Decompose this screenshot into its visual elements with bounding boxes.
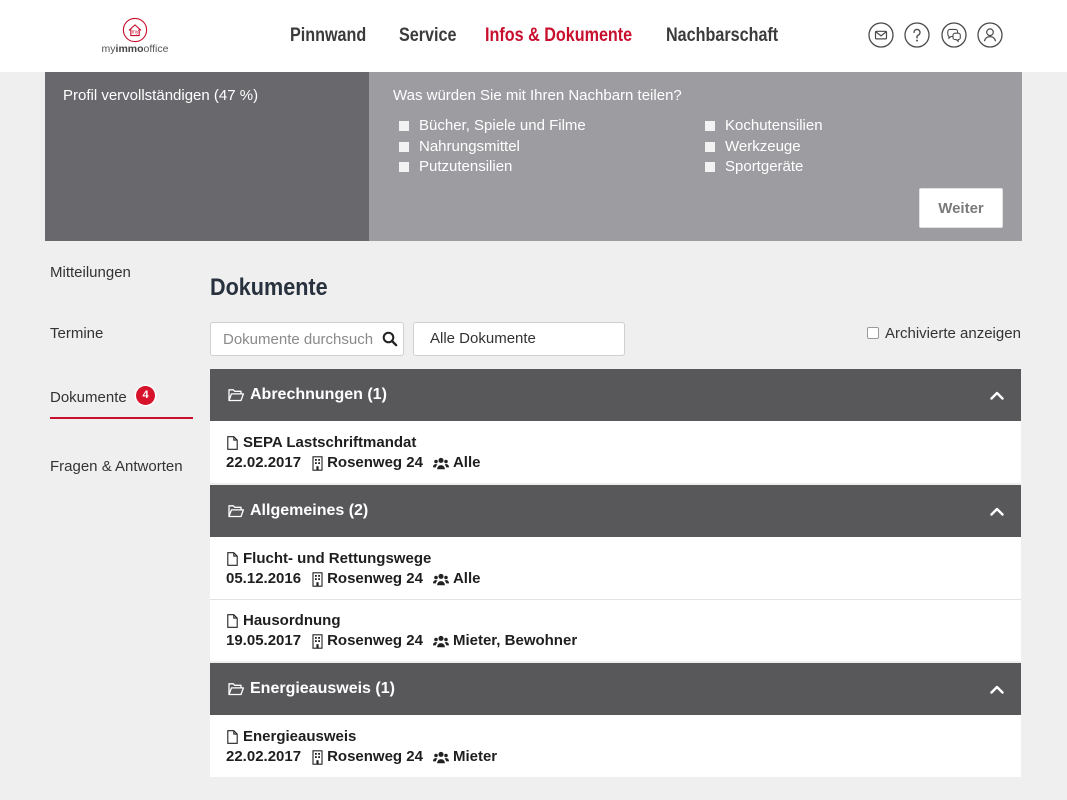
document-building: Rosenweg 24 xyxy=(327,570,423,587)
logo[interactable] xyxy=(90,14,180,60)
nav-service[interactable]: Service xyxy=(399,25,457,46)
share-option[interactable] xyxy=(399,137,520,157)
share-option-checkbox[interactable] xyxy=(399,162,409,172)
help-button[interactable] xyxy=(904,22,930,48)
share-question-panel xyxy=(369,72,1022,241)
users-icon xyxy=(433,635,449,648)
profile-button[interactable] xyxy=(977,22,1003,48)
folder-open-icon xyxy=(228,388,244,402)
logo-badge-text: my xyxy=(131,29,139,36)
sidebar-item-dokumente[interactable] xyxy=(50,388,149,408)
document-meta-row xyxy=(226,453,1005,473)
chevron-up-icon[interactable] xyxy=(990,684,1004,694)
document-filter-select[interactable] xyxy=(413,322,625,356)
share-option-checkbox[interactable] xyxy=(705,162,715,172)
file-icon xyxy=(227,552,238,566)
show-archived-label[interactable]: Archivierte anzeigen xyxy=(885,325,1021,342)
document-group-header[interactable] xyxy=(210,663,1021,715)
document-group-title: Allgemeines (2) xyxy=(250,502,369,519)
document-building: Rosenweg 24 xyxy=(327,748,423,765)
document-group-header[interactable] xyxy=(210,369,1021,421)
document-date: 22.02.2017 xyxy=(226,748,302,765)
document-name: Energieausweis xyxy=(243,728,357,745)
document-audience: Mieter xyxy=(452,748,498,765)
mail-icon xyxy=(868,22,894,48)
users-icon xyxy=(433,573,449,586)
share-option[interactable] xyxy=(705,137,801,157)
document-group-title: Abrechnungen (1) xyxy=(250,386,387,403)
share-option-label: Nahrungsmittel xyxy=(419,138,520,155)
document-date: 05.12.2016 xyxy=(226,570,302,587)
search-icon[interactable] xyxy=(382,331,398,347)
profile-banner xyxy=(45,72,1022,241)
top-header xyxy=(0,0,1067,72)
share-option[interactable] xyxy=(705,157,803,177)
document-name: Hausordnung xyxy=(243,612,341,629)
share-option-checkbox[interactable] xyxy=(399,142,409,152)
nav-infos-dokumente[interactable]: Infos & Dokumente xyxy=(485,25,633,46)
sidebar-item-fragen-antworten[interactable]: Fragen & Antworten xyxy=(50,458,183,475)
document-date: 22.02.2017 xyxy=(226,454,302,471)
document-name: SEPA Lastschriftmandat xyxy=(243,434,417,451)
document-building: Rosenweg 24 xyxy=(327,454,423,471)
document-name-row xyxy=(226,433,1005,453)
show-archived-checkbox[interactable] xyxy=(867,327,879,339)
share-option-label: Werkzeuge xyxy=(725,138,801,155)
building-icon xyxy=(312,456,323,471)
document-name-row xyxy=(226,549,1005,569)
document-name-row xyxy=(226,727,1005,747)
document-name-row xyxy=(226,611,1005,631)
logo-name-bold: immo xyxy=(115,43,144,55)
profile-progress-panel xyxy=(45,72,369,241)
share-option-label: Putzutensilien xyxy=(419,158,513,175)
document-item[interactable] xyxy=(210,599,1021,661)
document-item[interactable] xyxy=(210,537,1021,599)
chevron-up-icon[interactable] xyxy=(990,390,1004,400)
share-option[interactable] xyxy=(705,116,823,136)
document-filter-value: Alle Dokumente xyxy=(430,330,536,347)
sidebar-active-indicator xyxy=(50,417,193,419)
document-date: 19.05.2017 xyxy=(226,632,302,649)
share-question-text: Was würden Sie mit Ihren Nachbarn teilen? xyxy=(393,87,682,104)
document-group-header[interactable] xyxy=(210,485,1021,537)
document-group xyxy=(210,485,1021,661)
help-icon xyxy=(904,22,930,48)
document-audience: Alle xyxy=(452,570,481,587)
document-name: Flucht- und Rettungswege xyxy=(243,550,432,567)
document-meta-row xyxy=(226,747,1005,767)
profile-progress-text: Profil vervollständigen (47 %) xyxy=(63,87,259,104)
share-option-checkbox[interactable] xyxy=(705,121,715,131)
document-group xyxy=(210,663,1021,777)
document-meta-row xyxy=(226,569,1005,589)
document-item[interactable] xyxy=(210,715,1021,777)
building-icon xyxy=(312,750,323,765)
building-icon xyxy=(312,572,323,587)
logo-wordmark xyxy=(90,43,180,55)
folder-open-icon xyxy=(228,682,244,696)
logo-name-suffix: office xyxy=(143,43,169,55)
continue-button[interactable]: Weiter xyxy=(919,188,1003,228)
document-meta-row xyxy=(226,631,1005,651)
nav-nachbarschaft[interactable]: Nachbarschaft xyxy=(666,25,779,46)
file-icon xyxy=(227,614,238,628)
document-group-title: Energieausweis (1) xyxy=(250,680,395,697)
document-building: Rosenweg 24 xyxy=(327,632,423,649)
users-icon xyxy=(433,751,449,764)
messages-button[interactable] xyxy=(868,22,894,48)
file-icon xyxy=(227,730,238,744)
nav-pinnwand[interactable]: Pinnwand xyxy=(290,25,367,46)
unread-count-badge: 4 xyxy=(136,386,155,405)
chat-button[interactable] xyxy=(941,22,967,48)
logo-name-prefix: my xyxy=(101,43,116,55)
share-option-label: Bücher, Spiele und Filme xyxy=(419,117,586,134)
chevron-up-icon[interactable] xyxy=(990,506,1004,516)
share-option-checkbox[interactable] xyxy=(705,142,715,152)
share-option[interactable] xyxy=(399,157,512,177)
document-item[interactable] xyxy=(210,421,1021,483)
sidebar-item-termine[interactable]: Termine xyxy=(50,325,104,342)
sidebar-item-label: Dokumente xyxy=(50,389,127,406)
document-group xyxy=(210,369,1021,483)
folder-open-icon xyxy=(228,504,244,518)
document-list xyxy=(210,369,1021,779)
users-icon xyxy=(433,457,449,470)
search-input[interactable] xyxy=(210,322,404,356)
share-option-label: Kochutensilien xyxy=(725,117,823,134)
share-option[interactable] xyxy=(399,116,586,136)
file-icon xyxy=(227,436,238,450)
house-logo-icon xyxy=(122,17,148,43)
sidebar-item-mitteilungen[interactable]: Mitteilungen xyxy=(50,264,131,281)
page-title: Dokumente xyxy=(210,274,328,301)
document-audience: Mieter, Bewohner xyxy=(452,632,578,649)
share-option-checkbox[interactable] xyxy=(399,121,409,131)
building-icon xyxy=(312,634,323,649)
chat-icon xyxy=(941,22,967,48)
user-icon xyxy=(977,22,1003,48)
share-option-label: Sportgeräte xyxy=(725,158,804,175)
document-audience: Alle xyxy=(452,454,481,471)
